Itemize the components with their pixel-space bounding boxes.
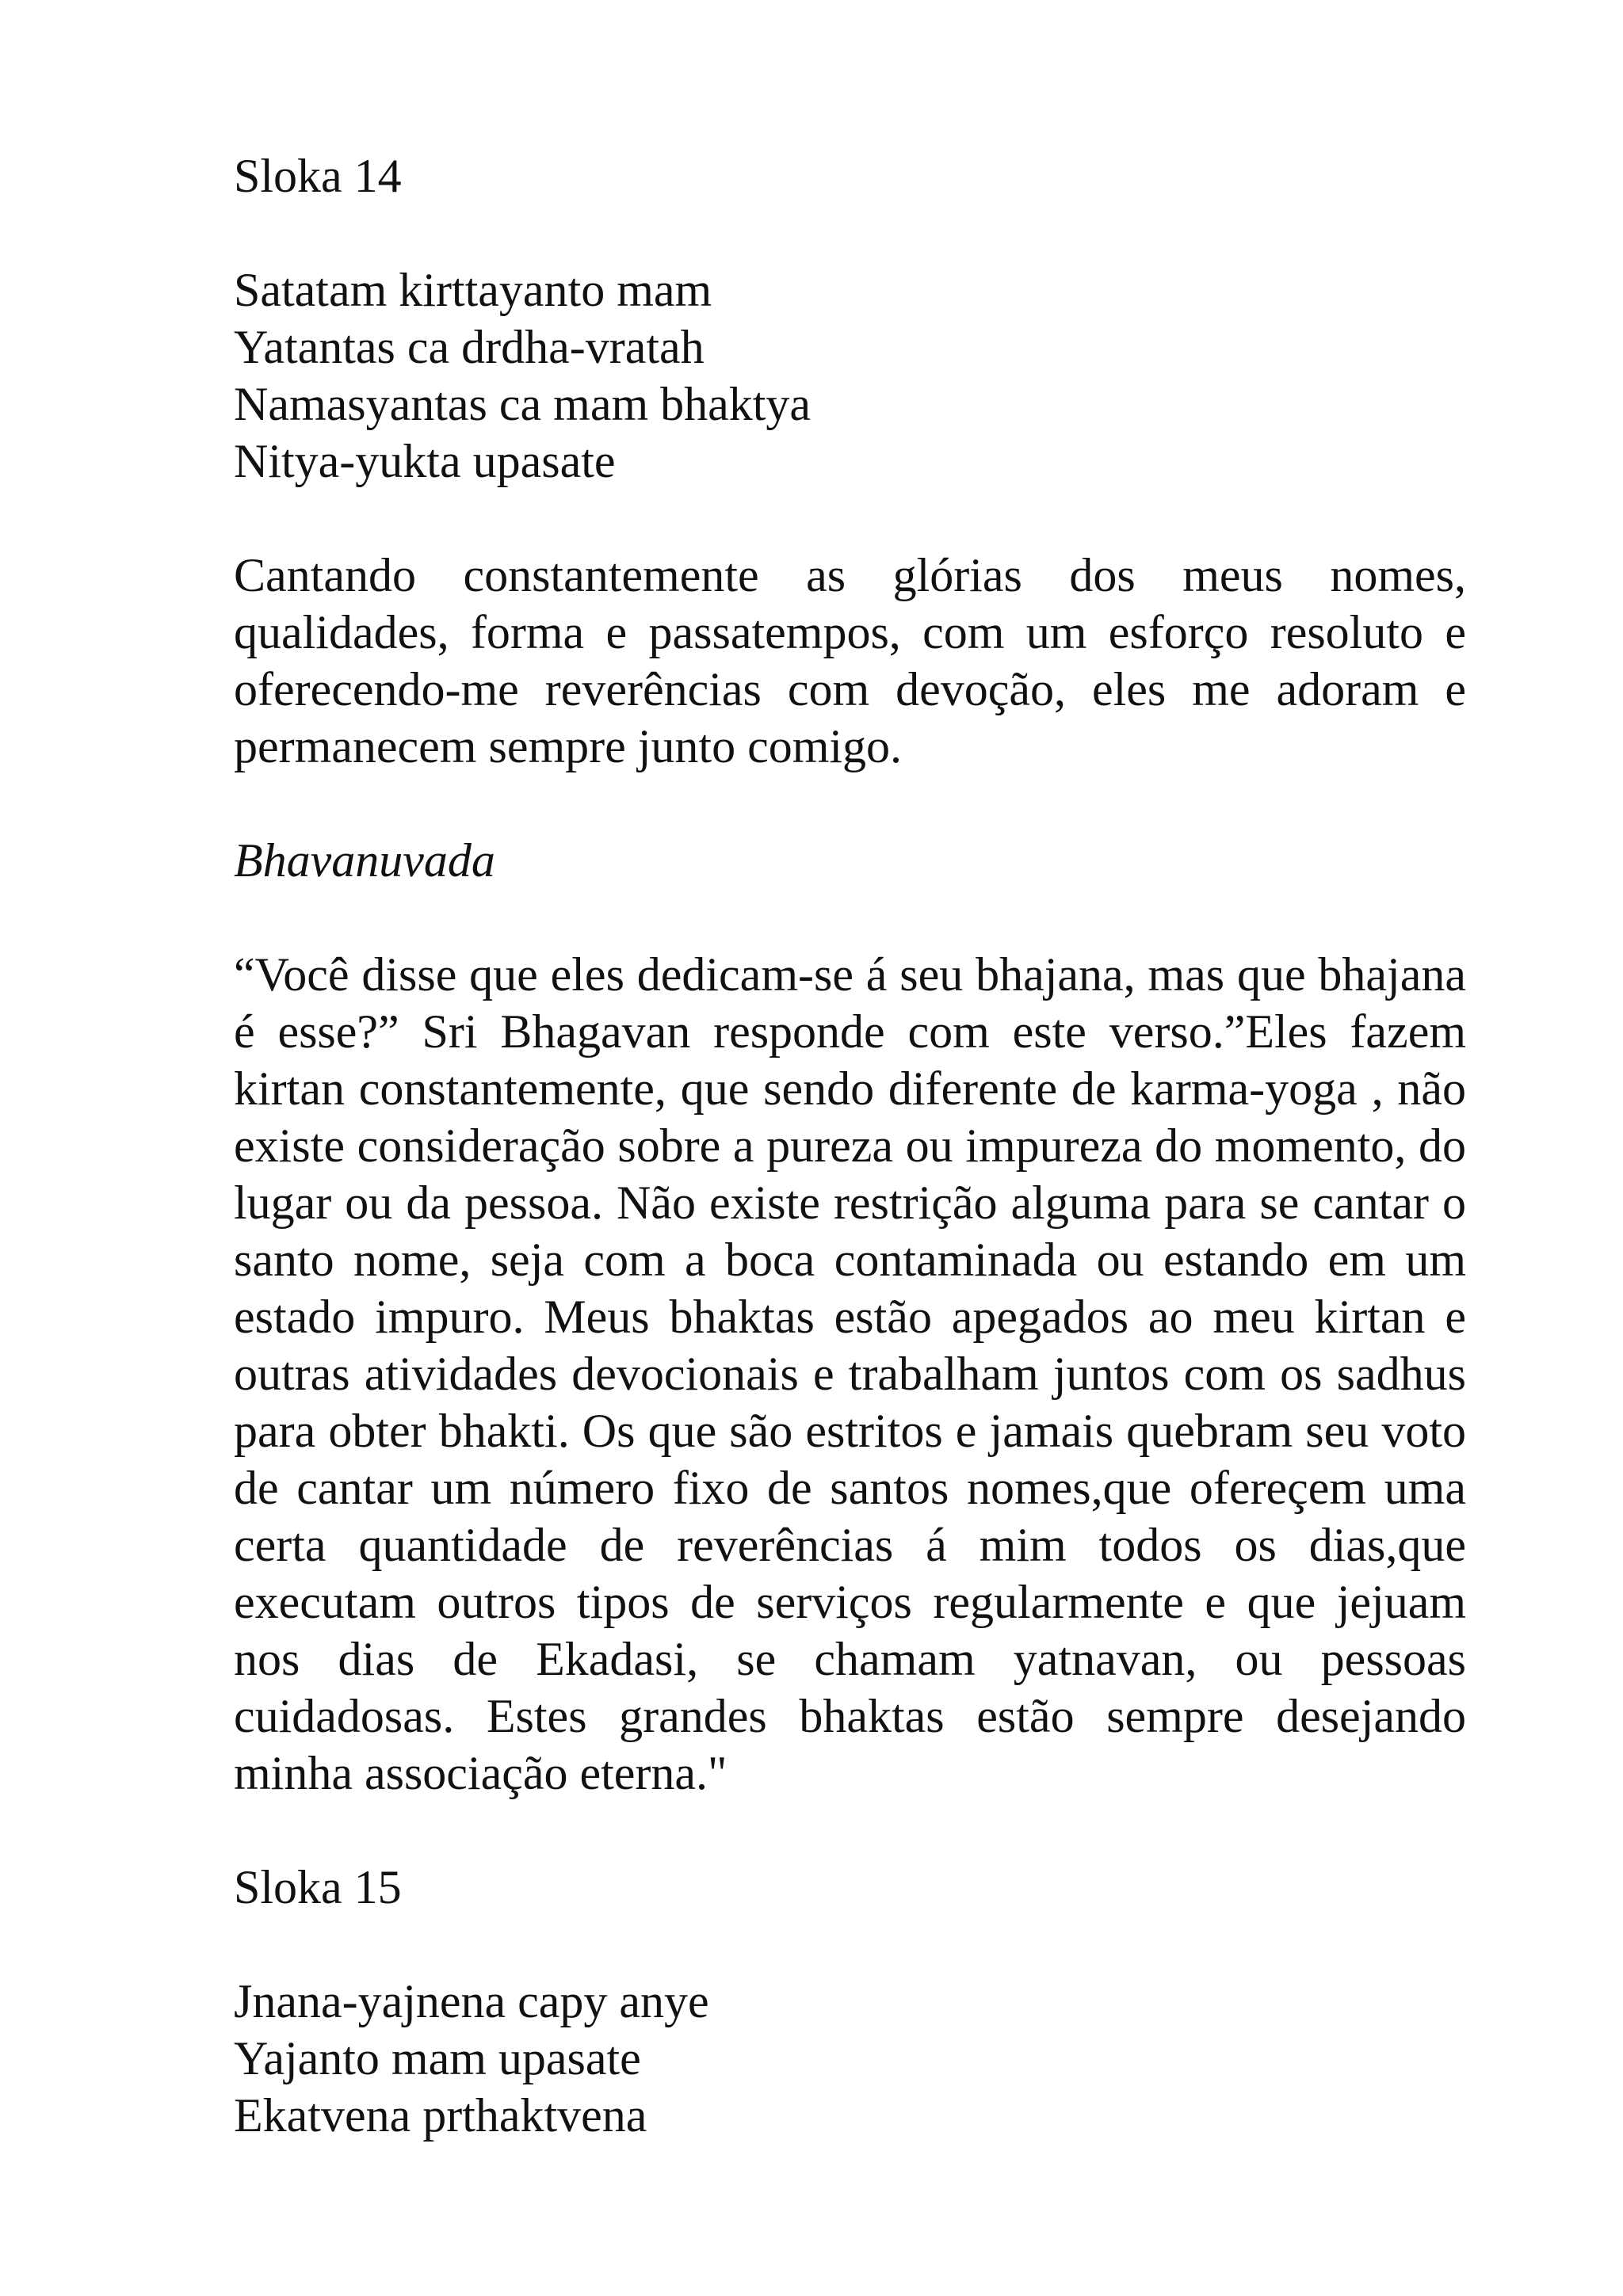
page-content bbox=[234, 147, 1466, 2144]
verse-line: Yatantas ca drdha-vratah bbox=[234, 321, 705, 373]
commentary-heading: Bhavanuvada bbox=[234, 834, 495, 887]
verse-line: Jnana-yajnena capy anye bbox=[234, 1975, 709, 2027]
commentary-text: “Você disse que eles dedicam-se á seu bhajana, mas que bhajana é esse?” Sri Bhagavan responde com este verso.”Eles fazem kirtan constantemente, que sendo diferente de karma-yoga , não existe consideração sobre a pureza ou impureza do momento, do lugar ou da pessoa. Não existe restrição alguma para se cantar o santo nome, seja com a boca contaminada ou estando em um estado impuro. Meus bhaktas estão apegados ao meu kirtan e outras atividades devocionais e trabalham juntos com os sadhus para obter bhakti. Os que são estritos e jamais quebram seu voto de cantar um número fixo de santos nomes,que ofereçem uma certa quantidade de reverências á mim todos os dias,que executam outros tipos de serviços regularmente e que jejuam nos dias de Ekadasi, se chamam yatnavan, ou pessoas cuidadosas. Estes grandes bhaktas estão sempre desejando minha associação eterna." bbox=[234, 948, 1466, 1799]
sloka-15-heading: Sloka 15 bbox=[234, 1861, 402, 1913]
spacer bbox=[234, 490, 1466, 547]
sloka-15-verse bbox=[234, 1973, 1466, 2144]
verse-line: Satatam kirttayanto mam bbox=[234, 264, 712, 316]
sloka-14-heading: Sloka 14 bbox=[234, 150, 402, 202]
verse-line: Nitya-yukta upasate bbox=[234, 435, 616, 487]
sloka-14-translation: Cantando constantemente as glórias dos meus nomes, qualidades, forma e passatempos, com um esforço resoluto e oferecendo-me reverências com devoção, eles me adoram e permanecem sempre junto comigo. bbox=[234, 549, 1466, 772]
spacer bbox=[234, 889, 1466, 946]
sloka-14-verse bbox=[234, 261, 1466, 490]
verse-line: Ekatvena prthaktvena bbox=[234, 2089, 647, 2142]
verse-line: Yajanto mam upasate bbox=[234, 2032, 641, 2084]
spacer bbox=[234, 1802, 1466, 1859]
verse-line: Namasyantas ca mam bhaktya bbox=[234, 378, 812, 430]
spacer bbox=[234, 204, 1466, 261]
spacer bbox=[234, 775, 1466, 832]
spacer bbox=[234, 1916, 1466, 1973]
